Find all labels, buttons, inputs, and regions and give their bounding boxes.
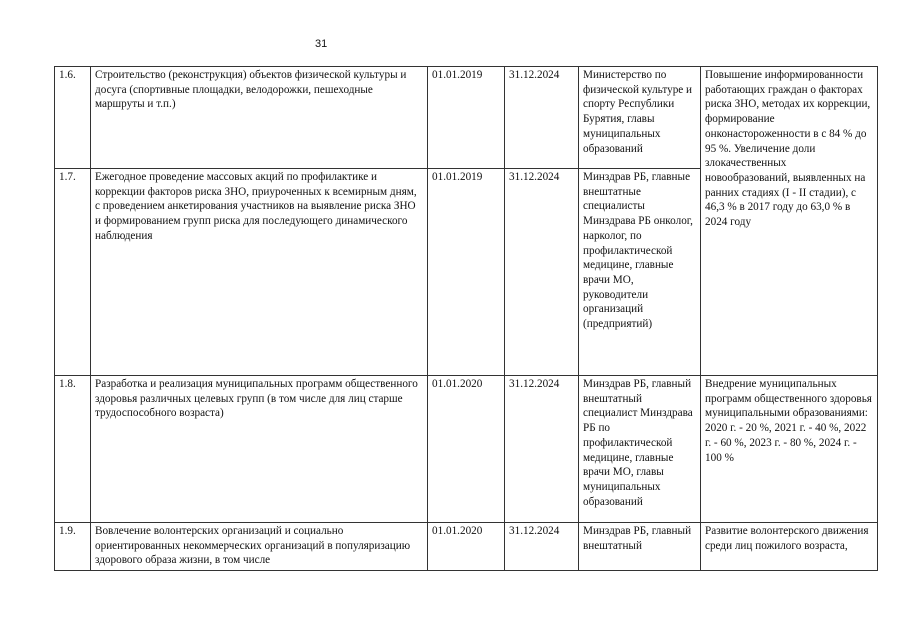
table-row bbox=[55, 376, 878, 523]
start-date: 01.01.2020 bbox=[428, 523, 505, 571]
expected-result: Развитие волонтерского движения среди лиц пожилого возраста, bbox=[701, 523, 878, 571]
expected-result: Повышение информированности работающих граждан о факторах риска ЗНО, методах их коррекции, формирование онконастороженности в с 84 % до 95 %. Увеличение доли злокачественных новообразований, выявленных на ранних стадиях (I - II стадии), с 46,3 % в 2017 году до 63,0 % в 2024 году bbox=[701, 67, 878, 376]
table-row bbox=[55, 67, 878, 169]
measures-table bbox=[54, 66, 878, 571]
row-number: 1.7. bbox=[55, 169, 91, 376]
start-date: 01.01.2020 bbox=[428, 376, 505, 523]
row-number: 1.6. bbox=[55, 67, 91, 169]
measure-title: Вовлечение волонтерских организаций и социально ориентированных некоммерческих организаций в популяризацию здорового образа жизни, в том числе bbox=[91, 523, 428, 571]
end-date: 31.12.2024 bbox=[505, 67, 579, 169]
table-row bbox=[55, 523, 878, 571]
measure-title: Строительство (реконструкция) объектов физической культуры и досуга (спортивные площадки, велодорожки, пешеходные маршруты и т.п.) bbox=[91, 67, 428, 169]
row-number: 1.8. bbox=[55, 376, 91, 523]
responsible-executors: Минздрав РБ, главные внештатные специалисты Минздрава РБ онколог, нарколог, по профилактической медицине, главные врачи МО, руководители организаций (предприятий) bbox=[579, 169, 701, 376]
measure-title: Ежегодное проведение массовых акций по профилактике и коррекции факторов риска ЗНО, приуроченных к всемирным дням, с проведением анкетирования участников на выявление риска ЗНО и формированием групп риска для последующего динамического наблюдения bbox=[91, 169, 428, 376]
responsible-executors: Министерство по физической культуре и спорту Республики Бурятия, главы муниципальных образований bbox=[579, 67, 701, 169]
start-date: 01.01.2019 bbox=[428, 169, 505, 376]
responsible-executors: Минздрав РБ, главный внештатный bbox=[579, 523, 701, 571]
end-date: 31.12.2024 bbox=[505, 376, 579, 523]
row-number: 1.9. bbox=[55, 523, 91, 571]
responsible-executors: Минздрав РБ, главный внештатный специалист Минздрава РБ по профилактической медицине, главные врачи МО, главы муниципальных образований bbox=[579, 376, 701, 523]
end-date: 31.12.2024 bbox=[505, 169, 579, 376]
page-number: 31 bbox=[315, 38, 328, 50]
measure-title: Разработка и реализация муниципальных программ общественного здоровья различных целевых групп (в том числе для лиц старше трудоспособного возраста) bbox=[91, 376, 428, 523]
start-date: 01.01.2019 bbox=[428, 67, 505, 169]
end-date: 31.12.2024 bbox=[505, 523, 579, 571]
expected-result: Внедрение муниципальных программ общественного здоровья муниципальными образованиями: 2020 г. - 20 %, 2021 г. - 40 %, 2022 г. - 60 %, 2023 г. - 80 %, 2024 г. - 100 % bbox=[701, 376, 878, 523]
